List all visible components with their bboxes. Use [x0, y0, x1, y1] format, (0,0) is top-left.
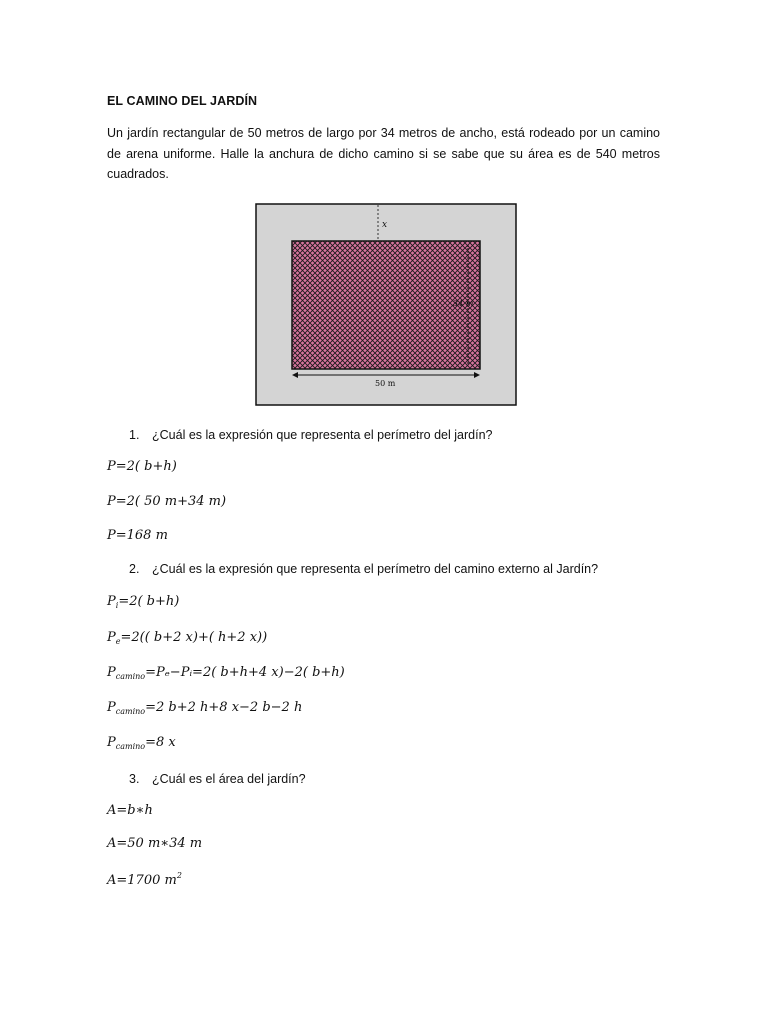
equation: A=b∗h: [107, 803, 153, 818]
equation: $P_{camino}=8$ x: [107, 735, 176, 751]
question-number: 1.: [129, 428, 140, 442]
length-dimension-label: 50 m: [375, 379, 396, 388]
garden-diagram: [255, 203, 517, 406]
width-dimension-label: 34 m: [453, 299, 474, 308]
path-width-label: x: [382, 220, 388, 230]
question-2: [129, 562, 598, 576]
question-number: 3.: [129, 772, 140, 786]
equation: P=2( 50 m+34 m): [107, 494, 227, 509]
equation: P=168 m: [107, 528, 168, 543]
equation: $P_{camino}=P_e-Pᵢ=2$( b+h+4 x)−2( b+h): [107, 665, 345, 681]
equation: $P_{camino}=2$ b+2 h+8 x−2 b−2 h: [107, 700, 303, 716]
equation: A=1700 $m^2$: [107, 871, 182, 888]
question-text: ¿Cuál es el área del jardín?: [152, 772, 306, 786]
equation: A=50 m∗34 m: [107, 836, 203, 851]
garden-area: [292, 241, 480, 369]
problem-statement: Un jardín rectangular de 50 metros de largo por 34 metros de ancho, está rodeado por un camino de arena uniforme. Halle la anchura de dicho camino si se sabe que su área es de 540 metros cuadrados.: [107, 126, 660, 181]
question-1: [129, 428, 492, 442]
question-text: ¿Cuál es la expresión que representa el perímetro del jardín?: [152, 428, 493, 442]
problem-title: EL CAMINO DEL JARDÍN: [107, 94, 258, 108]
question-text: ¿Cuál es la expresión que representa el perímetro del camino externo al Jardín?: [152, 562, 599, 576]
question-3: [129, 772, 306, 786]
equation: P=2( b+h): [107, 459, 177, 474]
equation: $P_i=2$( b+h): [107, 594, 180, 610]
question-number: 2.: [129, 562, 140, 576]
equation: $P_e=2$(( b+2 x)+( h+2 x)): [107, 630, 268, 646]
